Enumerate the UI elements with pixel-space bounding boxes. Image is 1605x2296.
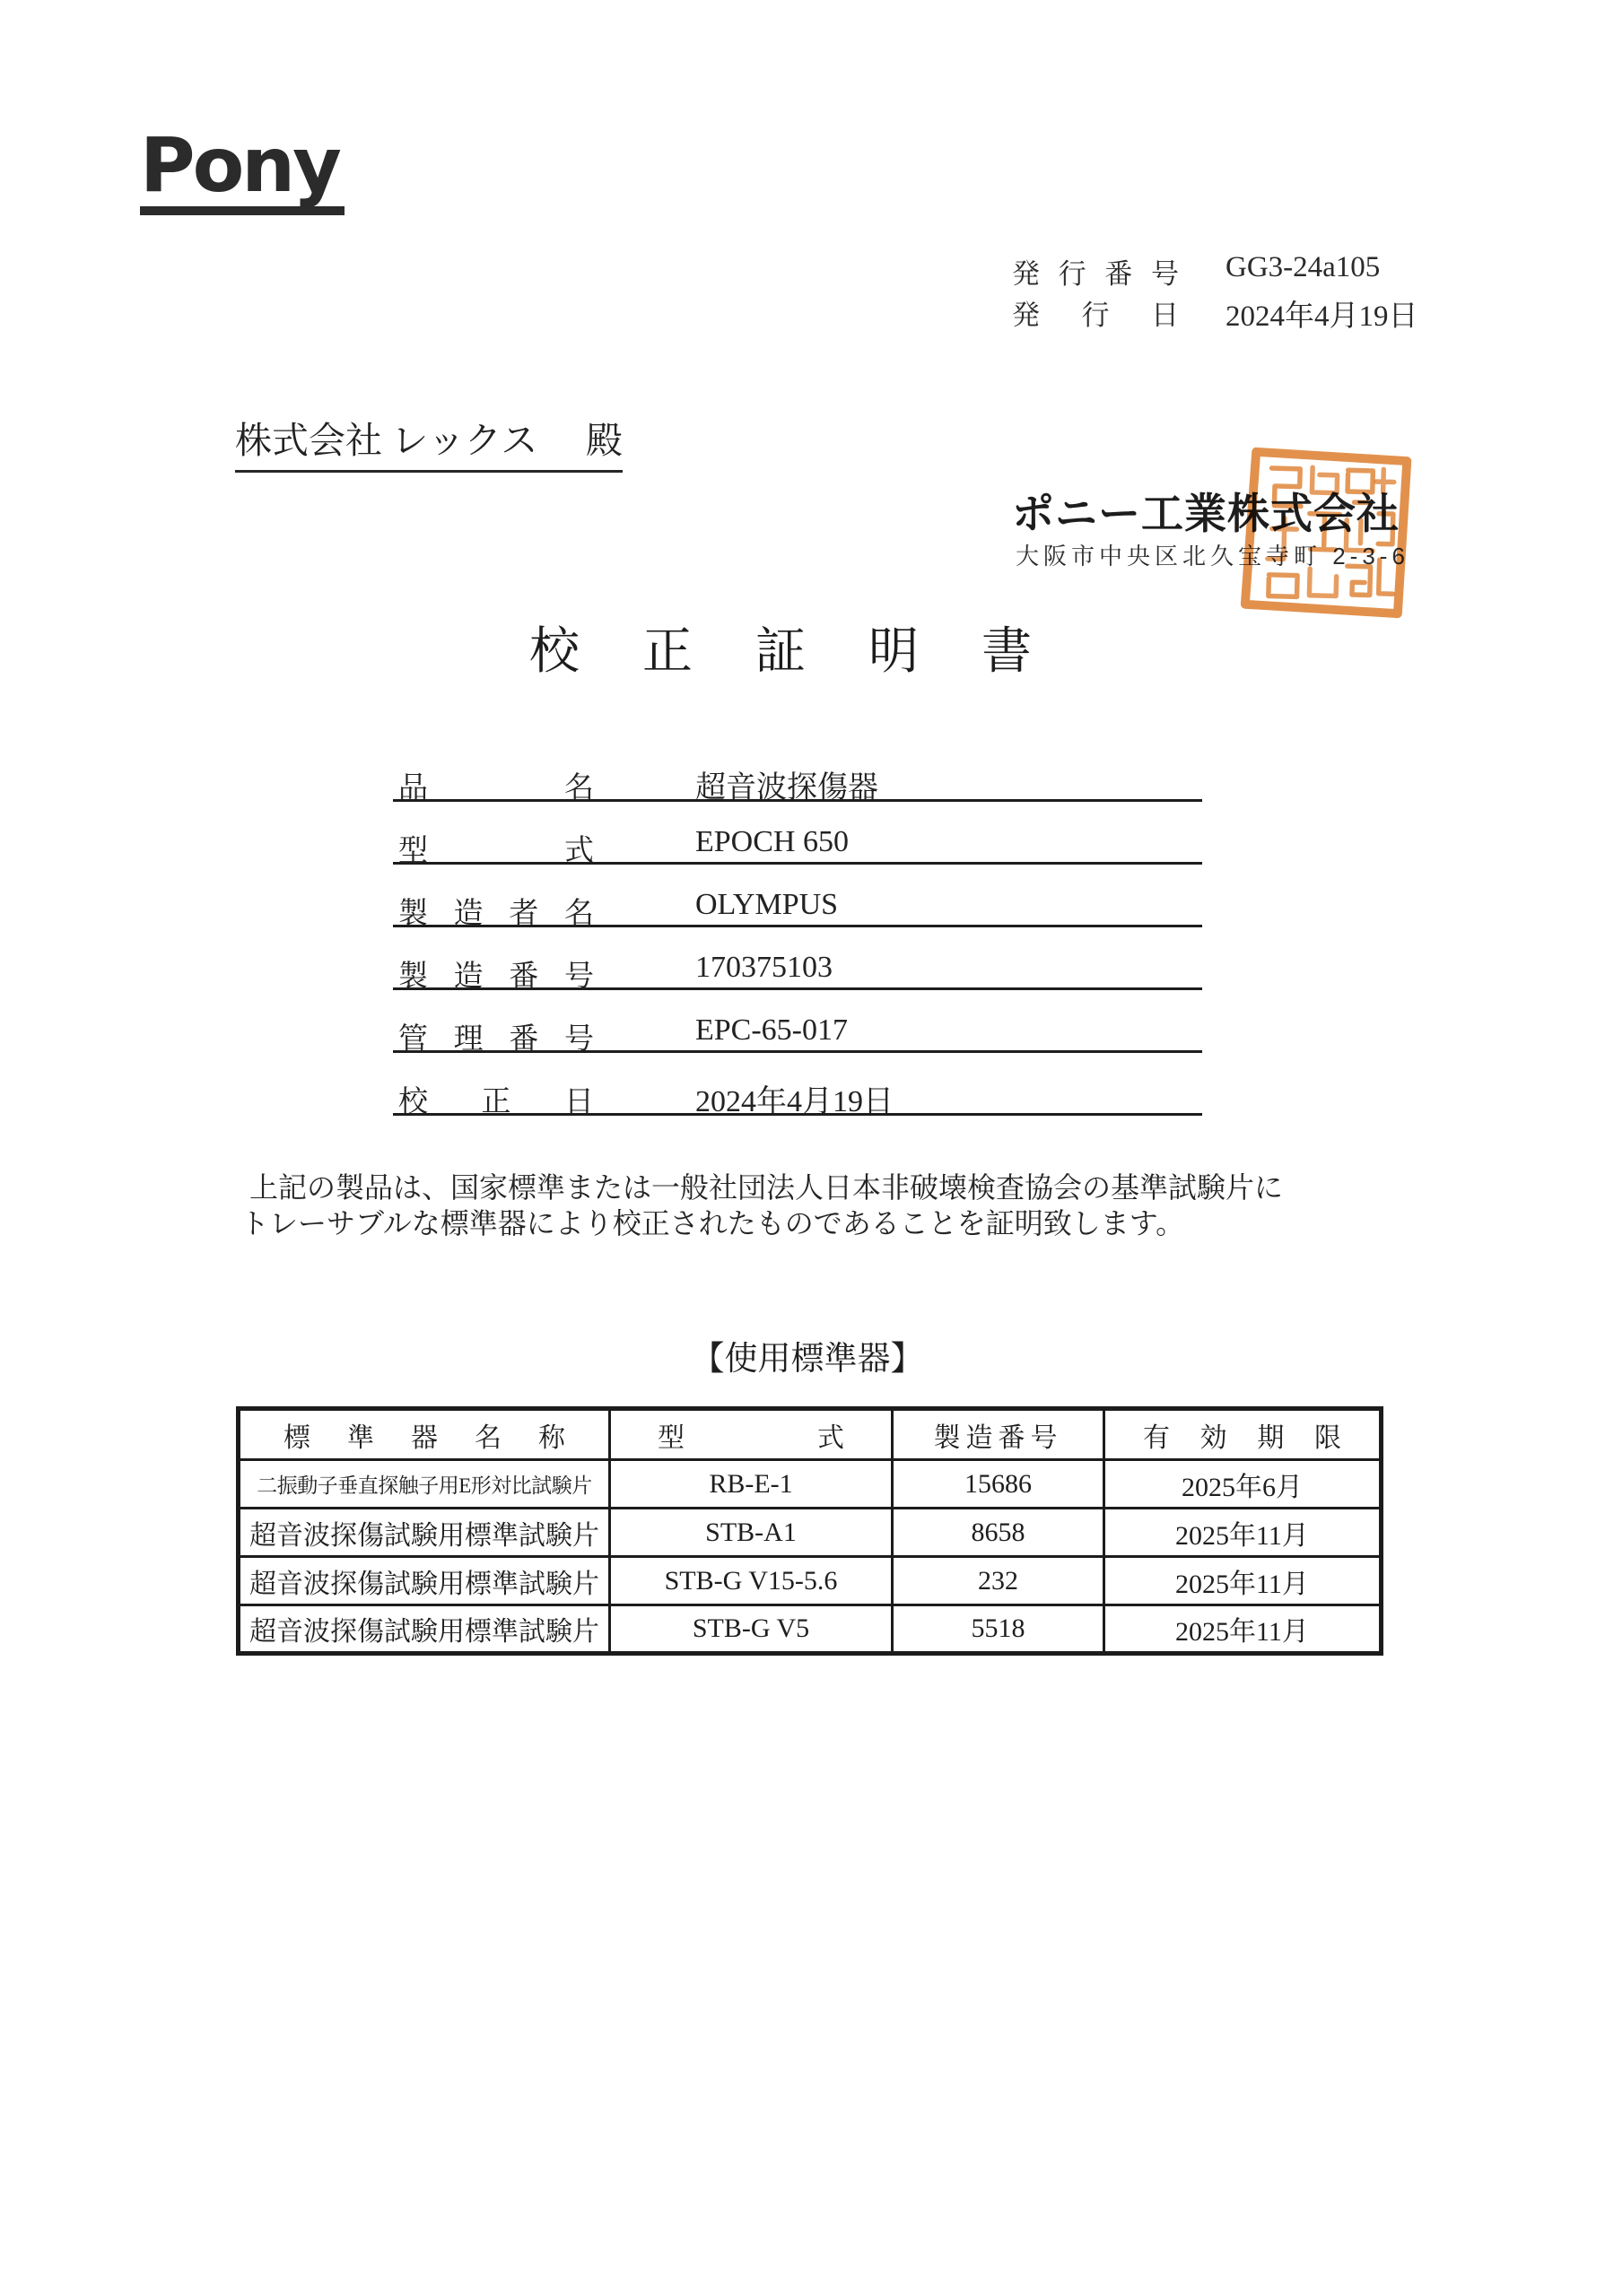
issue-date-label: 発行日: [1012, 300, 1179, 331]
field-value: 170375103: [695, 951, 833, 984]
standard-expiry: 2025年11月: [1104, 1557, 1382, 1605]
company-seal-stamp: [1237, 442, 1419, 624]
field-row-manufacturer: [393, 884, 1202, 930]
statement-line-1: 上記の製品は、国家標準または一般社団法人日本非破壊検査協会の基準試験片に: [249, 1171, 1284, 1204]
standard-serial: 5518: [893, 1605, 1104, 1654]
table-header-row: [239, 1409, 1382, 1460]
table-row: [239, 1509, 1382, 1557]
standard-serial: 8658: [893, 1509, 1104, 1557]
standard-model: RB-E-1: [610, 1460, 893, 1509]
field-row-calibration-date: [393, 1073, 1202, 1116]
standard-name: 超音波探傷試験用標準試験片: [239, 1557, 610, 1605]
field-value: OLYMPUS: [695, 888, 839, 921]
standard-serial: 232: [893, 1557, 1104, 1605]
field-value: EPC-65-017: [695, 1013, 848, 1047]
standard-name: 超音波探傷試験用標準試験片: [239, 1509, 610, 1557]
field-label: 校正日: [398, 1086, 594, 1118]
standard-expiry: 2025年11月: [1104, 1509, 1382, 1557]
table-row: [239, 1557, 1382, 1605]
standard-expiry: 2025年6月: [1104, 1460, 1382, 1509]
recipient-line: [235, 411, 623, 473]
issue-number-row: [1012, 251, 1381, 290]
certification-statement: [240, 1170, 1389, 1241]
column-header-serial-label: 製造番号: [933, 1422, 1063, 1453]
field-label: 型式: [398, 835, 594, 867]
standards-table: [236, 1406, 1383, 1656]
field-value: EPOCH 650: [695, 825, 849, 858]
issue-date-value: 2024年4月19日: [1226, 300, 1418, 333]
field-value: 2024年4月19日: [695, 1085, 894, 1118]
field-value: 超音波探傷器: [695, 771, 878, 804]
table-row: [239, 1605, 1382, 1654]
column-header-name: [239, 1409, 610, 1460]
field-row-serial-number: [393, 947, 1202, 993]
issue-date-row: [1012, 292, 1418, 333]
issuer-address: 大阪市中央区北久宝寺町 2-3-6: [1016, 543, 1409, 570]
field-label: 製造者名: [398, 898, 594, 930]
standard-expiry: 2025年11月: [1104, 1605, 1382, 1654]
standard-model: STB-A1: [610, 1509, 893, 1557]
recipient-name: 株式会社 レックス: [235, 420, 538, 461]
standard-model: STB-G V15-5.6: [610, 1557, 893, 1605]
standard-name: 二振動子垂直探触子用E形対比試験片: [239, 1460, 610, 1509]
standard-model: STB-G V5: [610, 1605, 893, 1654]
column-header-expiry: [1104, 1409, 1382, 1460]
field-label: 製造番号: [398, 961, 594, 993]
column-header-model-label: 型式: [658, 1422, 844, 1453]
field-label: 管理番号: [398, 1023, 594, 1056]
standard-name: 超音波探傷試験用標準試験片: [239, 1605, 610, 1654]
issue-number-value: GG3-24a105: [1226, 251, 1381, 283]
pony-logo: Pony: [140, 127, 345, 215]
standards-table-caption: 【使用標準器】: [691, 1341, 924, 1378]
column-header-model: [610, 1409, 893, 1460]
column-header-serial: [893, 1409, 1104, 1460]
column-header-expiry-label: 有効期限: [1143, 1422, 1341, 1453]
field-row-product-name: [393, 759, 1202, 802]
column-header-name-label: 標準器名称: [283, 1422, 565, 1453]
field-row-model: [393, 822, 1202, 865]
table-row: [239, 1460, 1382, 1509]
field-row-control-number: [393, 1010, 1202, 1056]
issuer-company-name: ポニー工業株式会社: [1012, 490, 1400, 537]
field-label: 品名: [398, 772, 594, 804]
recipient-honorific: 殿: [586, 420, 623, 461]
page-title: 校正証明書: [529, 624, 1095, 680]
standard-serial: 15686: [893, 1460, 1104, 1509]
issue-number-label: 発行番号: [1012, 258, 1179, 290]
statement-line-2: トレーサブルな標準器により校正されたものであることを証明致します。: [240, 1207, 1185, 1239]
